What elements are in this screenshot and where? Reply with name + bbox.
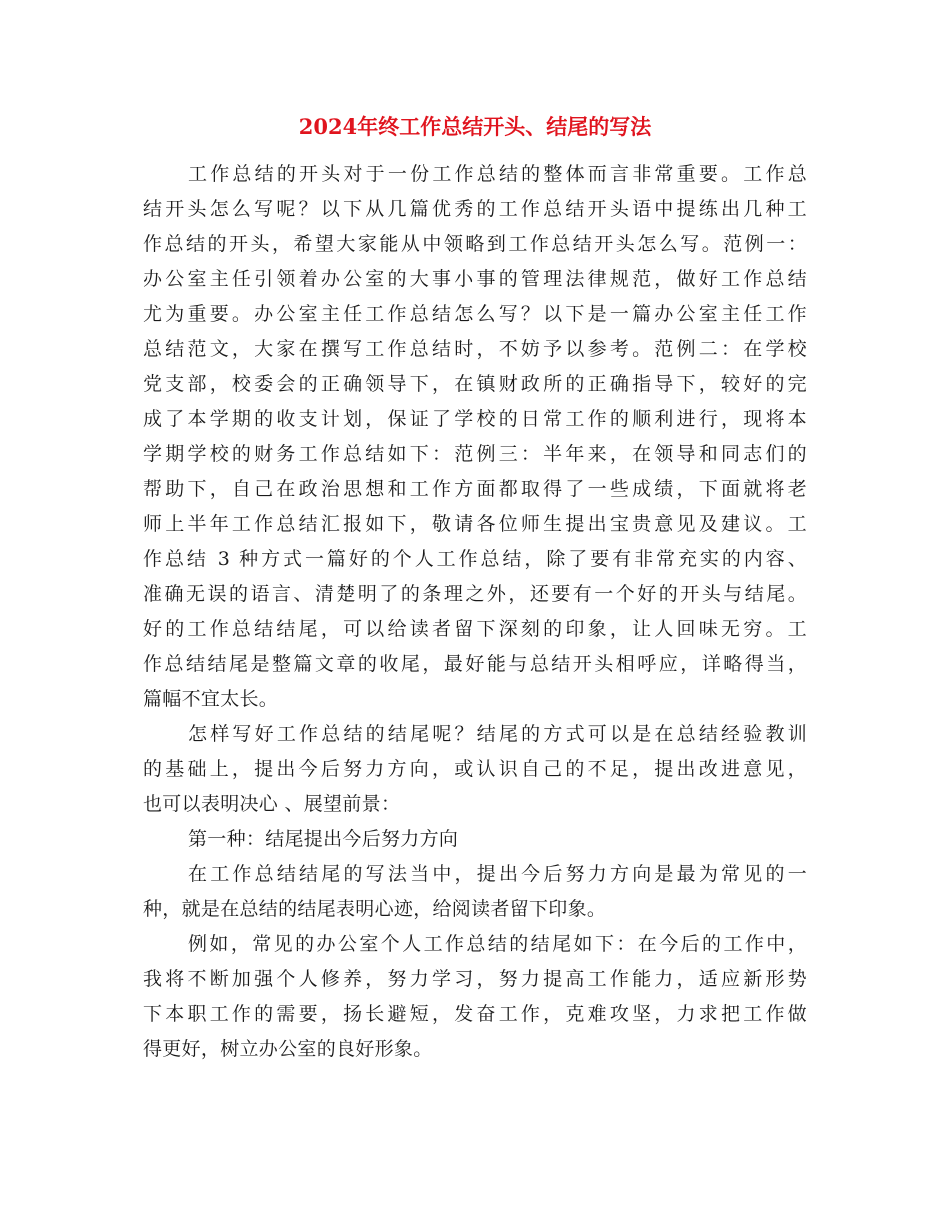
body-line: 总结范文，大家在撰写工作总结时，不妨予以参考。范例二：在学校	[143, 338, 807, 360]
body-line: 帮助下，自己在政治思想和工作方面都取得了一些成绩，下面就将老	[143, 478, 807, 500]
body-line: 党支部，校委会的正确领导下，在镇财政所的正确指导下，较好的完	[143, 373, 807, 395]
body-line: 种，就是在总结的结尾表明心迹，给阅读者留下印象。	[143, 898, 607, 920]
body-line: 学期学校的财务工作总结如下：范例三：半年来，在领导和同志们的	[143, 443, 807, 465]
body-line: 结开头怎么写呢？以下从几篇优秀的工作总结开头语中提练出几种工	[143, 198, 807, 220]
body-line: 怎样写好工作总结的结尾呢？结尾的方式可以是在总结经验教训	[188, 723, 807, 745]
body-line: 在工作总结结尾的写法当中，提出今后努力方向是最为常见的一	[188, 863, 807, 885]
body-line: 得更好，树立办公室的良好形象。	[143, 1038, 433, 1060]
body-line: 师上半年工作总结汇报如下，敬请各位师生提出宝贵意见及建议。工	[143, 513, 807, 535]
body-line: 的基础上，提出今后努力方向，或认识自己的不足，提出改进意见，	[143, 758, 807, 780]
body-line: 工作总结的开头对于一份工作总结的整体而言非常重要。工作总	[188, 163, 807, 185]
body-line: 篇幅不宜太长。	[143, 688, 279, 710]
body-line: 成了本学期的收支计划，保证了学校的日常工作的顺利进行，现将本	[143, 408, 807, 430]
body-line: 办公室主任引领着办公室的大事小事的管理法律规范，做好工作总结	[143, 268, 807, 290]
body-line: 准确无误的语言、清楚明了的条理之外，还要有一个好的开头与结尾。	[143, 583, 807, 605]
body-line: 例如，常见的办公室个人工作总结的结尾如下：在今后的工作中，	[188, 933, 807, 955]
body-line: 好的工作总结结尾，可以给读者留下深刻的印象，让人回味无穷。工	[143, 618, 807, 640]
body-line: 也可以表明决心 、展望前景：	[143, 793, 401, 815]
document-title: 2024年终工作总结开头、结尾的写法	[298, 114, 652, 139]
document-body	[143, 157, 807, 1067]
body-line: 作总结的开头，希望大家能从中领略到工作总结开头怎么写。范例一：	[143, 233, 807, 255]
body-line: 作总结结尾是整篇文章的收尾，最好能与总结开头相呼应，详略得当，	[143, 653, 807, 675]
body-line: 我将不断加强个人修养，努力学习，努力提高工作能力，适应新形势	[143, 968, 807, 990]
body-line: 第一种：结尾提出今后努力方向	[188, 828, 459, 850]
body-line: 作总结 3 种方式一篇好的个人工作总结，除了要有非常充实的内容、	[143, 548, 807, 570]
body-line: 下本职工作的需要，扬长避短，发奋工作，克难攻坚，力求把工作做	[143, 1003, 807, 1025]
body-line: 尤为重要。办公室主任工作总结怎么写？以下是一篇办公室主任工作	[143, 303, 807, 325]
